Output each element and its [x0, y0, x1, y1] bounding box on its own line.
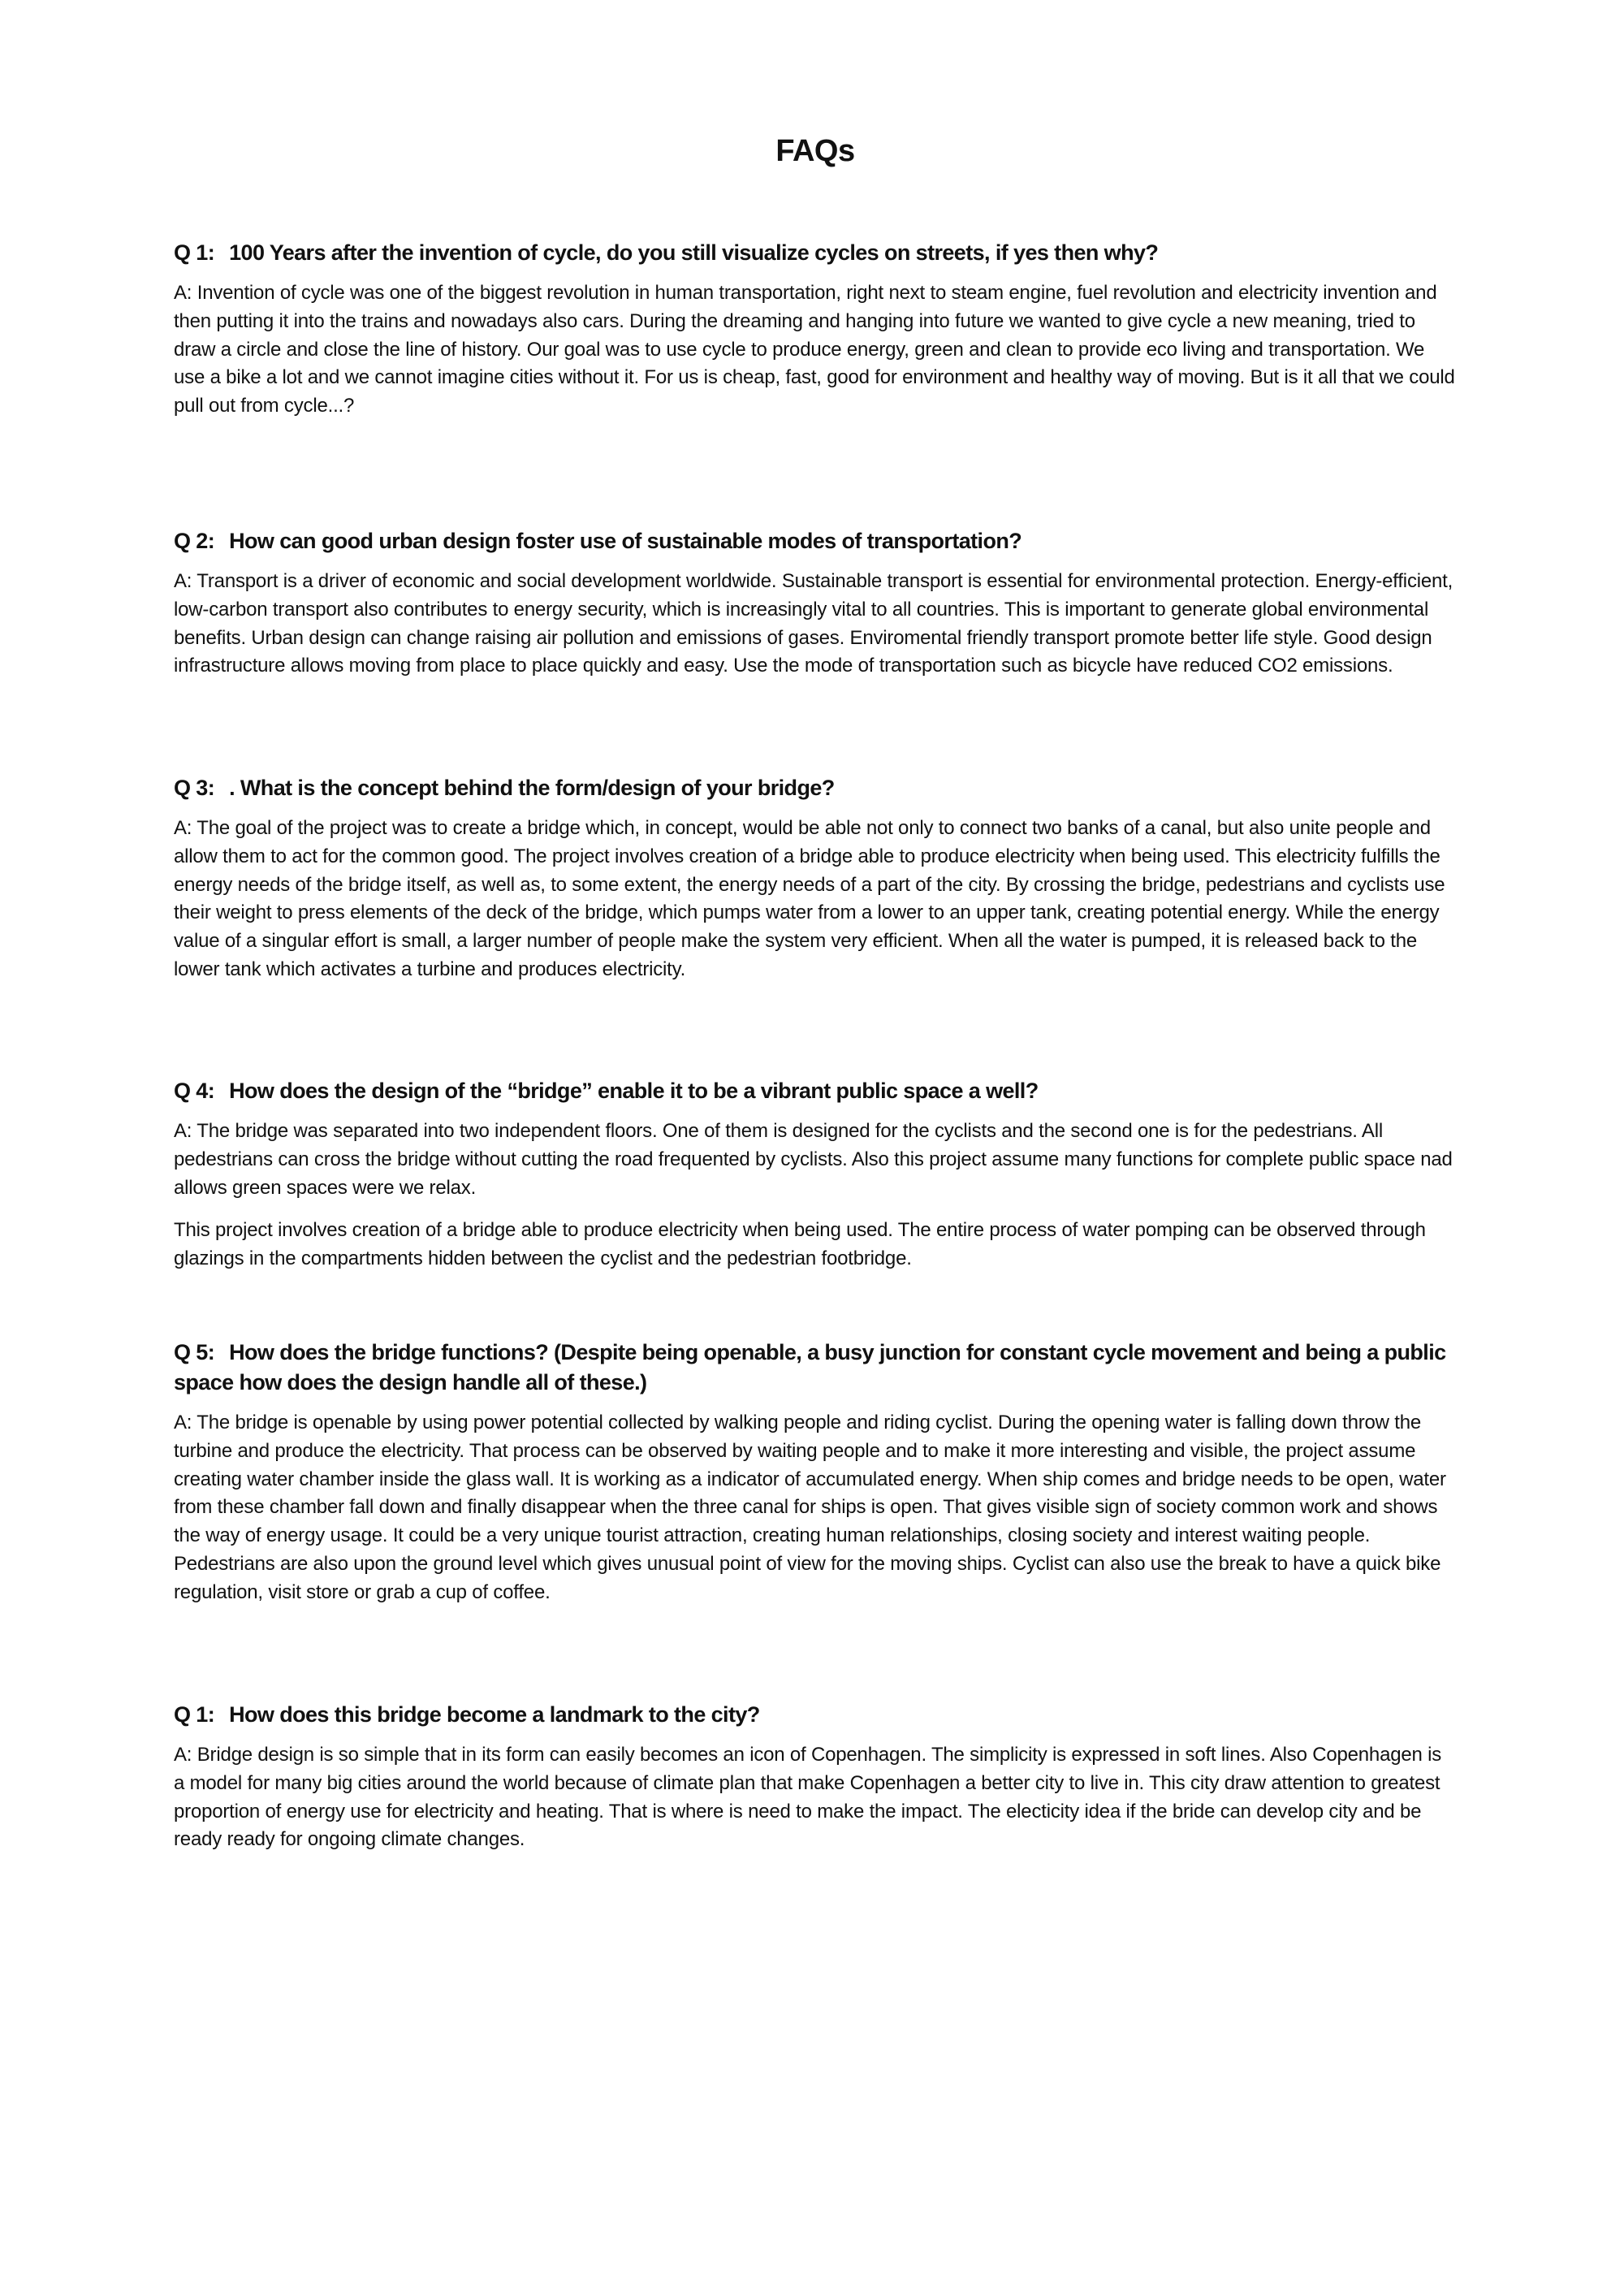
question-number: Q 1: [174, 1702, 215, 1727]
question-text: How does the bridge functions? (Despite being openable, a busy junction for constant cycle movement and being a public space how does the design handle all of these.) [174, 1340, 1446, 1394]
faq-answer: A: The bridge was separated into two independent floors. One of them is designed for the cyclists and the second one is for the pedestrians. All pedestrians can cross the bridge without cutting the road frequented by cyclists. Also this project assume many functions for complete public space nad allows green spaces were we relax. [174, 1120, 1453, 1199]
faq-item-4 [174, 1076, 1457, 1288]
faq-question [174, 238, 1457, 268]
faq-item-1 [174, 238, 1457, 435]
faq-answer: A: The bridge is openable by using power potential collected by walking people and riding cyclist. During the opening water is falling down throw the turbine and produce the electricity. That process can be observed by waiting people and to make it more interesting and visible, the project assume creating water chamber inside the glass wall. It is working as a indicator of accumulated energy. When ship comes and bridge needs to be open, water from these chamber fall down and finally disappear when the three canal for ships is open. That gives visible sign of society common work and shows the way of energy usage. It could be a very unique tourist attraction, creating human relationships, closing society and interest waiting people. Pedestrians are also upon the ground level which gives unusual point of view for the moving ships. Cyclist can also use the break to have a quick bike regulation, visit store or grab a cup of coffee. [174, 1412, 1446, 1603]
question-number: Q 5: [174, 1340, 215, 1364]
faq-item-6 [174, 1700, 1457, 1869]
faq-answer: A: The goal of the project was to create a bridge which, in concept, would be able not only to connect two banks of a canal, but also unite people and allow them to act for the common good. The project involves creation of a bridge able to produce electricity when being used. This electricity fulfills the energy needs of the bridge itself, as well as, to some extent, the energy needs of a part of the city. By crossing the bridge, pedestrians and cyclists use their weight to press elements of the deck of the bridge, which pumps water from a lower to an upper tank, creating potential energy. While the energy value of a singular effort is small, a larger number of people make the system very efficient. When all the water is pumped, it is released back to the lower tank which activates a turbine and produces electricity. [174, 817, 1445, 980]
faq-question [174, 1076, 1457, 1106]
question-number: Q 4: [174, 1079, 215, 1103]
question-number: Q 2: [174, 529, 215, 553]
faq-answer: A: Invention of cycle was one of the biggest revolution in human transportation, right next to steam engine, fuel revolution and electricity invention and then putting it into the trains and nowadays also cars. During the dreaming and hanging into future we wanted to give cycle a new meaning, tried to draw a circle and close the line of history. Our goal was to use cycle to produce energy, green and clean to provide eco living and transportation. We use a bike a lot and we cannot imagine cities without it. For us is cheap, fast, good for environment and healthy way of moving. But is it all that we could pull out from cycle...? [174, 282, 1455, 417]
faq-item-3 [174, 773, 1457, 999]
faq-question [174, 773, 1457, 803]
faq-answer-continued: This project involves creation of a bridge able to produce electricity when being used. The entire process of water pomping can be observed through glazings in the compartments hidden between the cyclist and the pedestrian footbridge. [174, 1219, 1426, 1270]
faq-item-2 [174, 526, 1457, 695]
question-number: Q 3: [174, 776, 215, 800]
question-text: . What is the concept behind the form/design of your bridge? [229, 776, 835, 800]
question-text: How does the design of the “bridge” enable it to be a vibrant public space a well? [229, 1079, 1039, 1103]
faq-item-5 [174, 1338, 1457, 1622]
faq-question [174, 1700, 1457, 1730]
faq-question [174, 1338, 1457, 1398]
faq-answer: A: Bridge design is so simple that in its form can easily becomes an icon of Copenhagen. The simplicity is expressed in soft lines. Also Copenhagen is a model for many big cities around the world because of climate plan that make Copenhagen a better city to live in. This city draw attention to greatest proportion of energy use for electricity and heating. That is where is need to make the impact. The electicity idea if the bride can develop city and be ready ready for ongoing climate changes. [174, 1744, 1442, 1851]
faq-question [174, 526, 1457, 556]
question-text: 100 Years after the invention of cycle, do you still visualize cycles on streets, if yes then why? [229, 240, 1159, 265]
question-text: How can good urban design foster use of sustainable modes of transportation? [229, 529, 1022, 553]
question-number: Q 1: [174, 240, 215, 265]
page-title: FAQs [775, 134, 855, 168]
faq-answer: A: Transport is a driver of economic and social development worldwide. Sustainable transport is essential for environmental protection. Energy-efficient, low-carbon transport also contributes to energy security, which is increasingly vital to all countries. This is important to generate global environmental benefits. Urban design can change raising air pollution and emissions of gases. Enviromental friendly transport promote better life style. Good design infrastructure allows moving from place to place quickly and easy. Use the mode of transportation such as bicycle have reduced CO2 emissions. [174, 570, 1453, 677]
question-text: How does this bridge become a landmark to the city? [229, 1702, 760, 1727]
